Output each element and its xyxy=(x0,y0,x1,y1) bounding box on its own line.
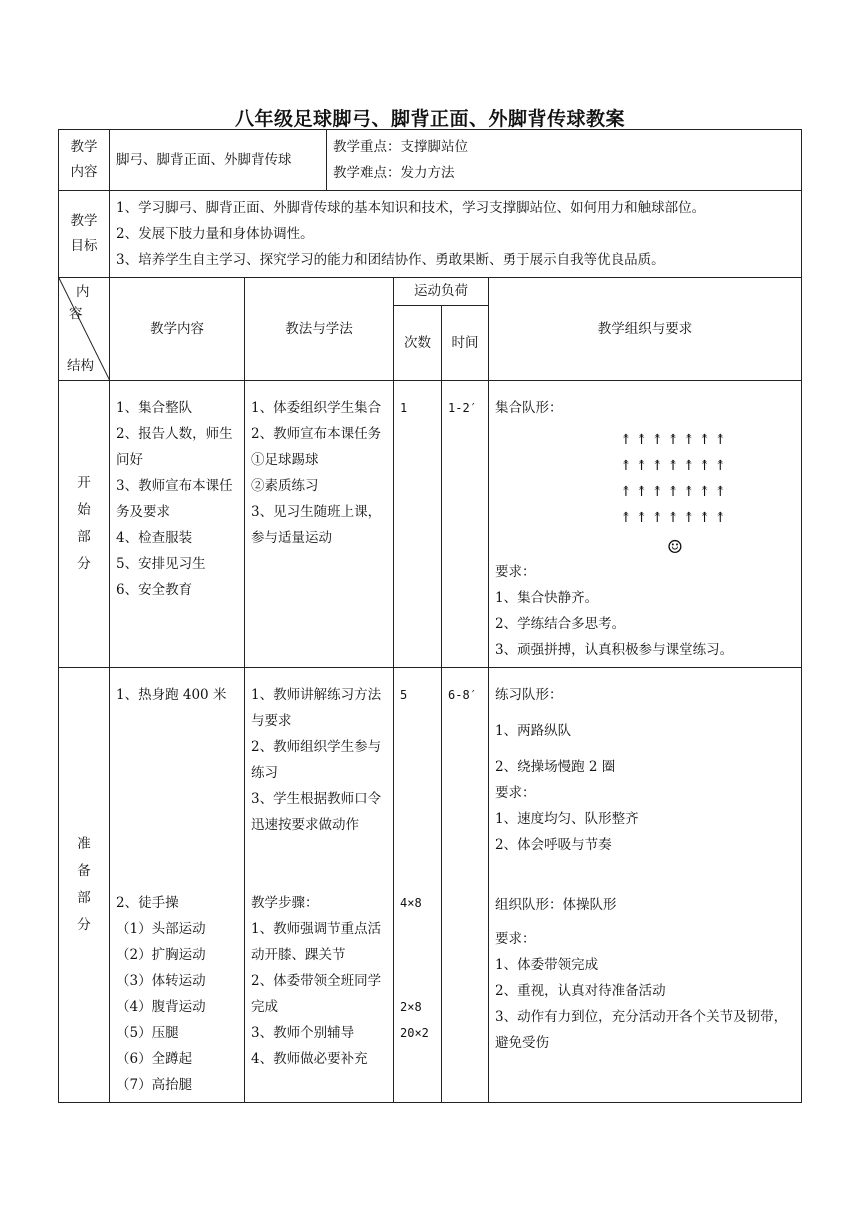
prep-time: 6-8′ xyxy=(442,668,489,1103)
list-item: （7）高抬腿 xyxy=(116,1077,193,1093)
student-row: ↟↟↟↟↟↟↟ xyxy=(619,484,731,500)
list-item: （1）头部运动 xyxy=(116,921,206,937)
requirement-item: 1、速度均匀、队形整齐 xyxy=(495,811,639,827)
prep-organization xyxy=(489,668,802,1103)
difficulty: 教学难点：发力方法 xyxy=(333,165,455,181)
assembly-formation xyxy=(495,427,795,531)
student-row: ↟↟↟↟↟↟↟ xyxy=(619,432,731,448)
list-item: 5、安排见习生 xyxy=(116,556,206,572)
list-item: 3、学生根据教师口令迅速按要求做动作 xyxy=(251,791,382,833)
list-item: 4、检查服装 xyxy=(116,530,193,546)
list-item: 2、绕操场慢跑 2 圈 xyxy=(495,759,616,775)
diag-label-top: 内 xyxy=(76,284,90,300)
list-item: 2、体委带领全班同学完成 xyxy=(251,973,382,1015)
list-item: 6、安全教育 xyxy=(116,582,193,598)
list-item: 4、教师做必要补充 xyxy=(251,1051,368,1067)
start-time: 1-2′ xyxy=(442,381,489,668)
requirement-item: 2、学练结合多思考。 xyxy=(495,616,626,632)
list-item: 1、教师强调节重点活动开膝、踝关节 xyxy=(251,921,382,963)
prep-content xyxy=(110,668,245,1103)
list-item: 2、报告人数，师生问好 xyxy=(116,426,233,468)
list-item: 3、教师个别辅导 xyxy=(251,1025,355,1041)
list-item: 2、教师组织学生参与练习 xyxy=(251,739,382,781)
teacher-icon: ☺ xyxy=(666,537,684,558)
header-content: 教学内容 xyxy=(110,278,245,381)
start-content xyxy=(110,381,245,668)
list-item: 2、徒手操 xyxy=(116,895,179,911)
list-item: ②素质练习 xyxy=(251,478,319,494)
org-title: 组织队形：体操队形 xyxy=(495,897,617,913)
list-item: 2、教师宣布本课任务 xyxy=(251,426,382,442)
section-prep-label: 准 备 部 分 xyxy=(59,668,110,1103)
list-item: 1、两路纵队 xyxy=(495,723,572,739)
requirement-item: 2、体会呼吸与节奏 xyxy=(495,837,612,853)
diagonal-header-cell xyxy=(59,278,110,381)
list-item: 3、见习生随班上课，参与适量运动 xyxy=(251,504,382,546)
list-item: 3、教师宣布本课任务及要求 xyxy=(116,478,233,520)
diag-label-mid: 容 xyxy=(69,306,83,322)
requirements-title: 要求： xyxy=(495,931,536,947)
header-time: 时间 xyxy=(442,306,489,381)
label-teaching-content: 教学 内容 xyxy=(59,130,110,191)
section-prep-row xyxy=(59,668,802,1103)
key-point: 教学重点：支撑脚站位 xyxy=(333,139,468,155)
list-item: 1、集合整队 xyxy=(116,400,193,416)
prep-method xyxy=(245,668,394,1103)
requirements-title: 要求： xyxy=(495,564,536,580)
list-item: （3）体转运动 xyxy=(116,973,206,989)
list-item: ①足球踢球 xyxy=(251,452,319,468)
header-method: 教法与学法 xyxy=(245,278,394,381)
org-title: 集合队形： xyxy=(495,400,563,416)
teaching-goals-list xyxy=(110,191,802,278)
teaching-content-value: 脚弓、脚背正面、外脚背传球 xyxy=(110,130,327,191)
header-load: 运动负荷 xyxy=(394,278,489,306)
requirement-item: 3、顽强拼搏，认真积极参与课堂练习。 xyxy=(495,642,734,658)
table-header-row xyxy=(59,278,802,306)
section-start-label: 开 始 部 分 xyxy=(59,381,110,668)
requirement-item: 3、动作有力到位，充分活动开各个关节及韧带，避免受伤 xyxy=(495,1009,788,1051)
goal-item: 2、发展下肢力量和身体协调性。 xyxy=(116,226,314,242)
requirements-title: 要求： xyxy=(495,785,536,801)
header-count: 次数 xyxy=(394,306,442,381)
list-item: 1、体委组织学生集合 xyxy=(251,400,382,416)
section-start-row xyxy=(59,381,802,668)
method-steps-title: 教学步骤： xyxy=(251,895,319,911)
row-teaching-goals xyxy=(59,191,802,278)
list-item: （5）压腿 xyxy=(116,1025,179,1041)
prep-count: 5 4×8 2×8 20×2 xyxy=(394,668,442,1103)
list-item: （2）扩胸运动 xyxy=(116,947,206,963)
lesson-plan-table xyxy=(58,129,802,1103)
list-item: （4）腹背运动 xyxy=(116,999,206,1015)
diag-label-bottom: 结构 xyxy=(67,358,94,374)
goal-item: 1、学习脚弓、脚背正面、外脚背传球的基本知识和技术，学习支撑脚站位、如何用力和触球部位。 xyxy=(116,200,706,216)
header-org: 教学组织与要求 xyxy=(489,278,802,381)
list-item: 1、热身跑 400 米 xyxy=(116,687,227,703)
label-teaching-goals: 教学 目标 xyxy=(59,191,110,278)
start-organization xyxy=(489,381,802,668)
list-item: 1、教师讲解练习方法与要求 xyxy=(251,687,382,729)
start-count: 1 xyxy=(394,381,442,668)
requirement-item: 1、体委带领完成 xyxy=(495,957,599,973)
requirement-item: 2、重视，认真对待准备活动 xyxy=(495,983,666,999)
start-method xyxy=(245,381,394,668)
org-title: 练习队形： xyxy=(495,687,563,703)
goal-item: 3、培养学生自主学习、探究学习的能力和团结协作、勇敢果断、勇于展示自我等优良品质。 xyxy=(116,252,665,268)
student-row: ↟↟↟↟↟↟↟ xyxy=(619,458,731,474)
key-points-cell xyxy=(327,130,802,191)
list-item: （6）全蹲起 xyxy=(116,1051,193,1067)
document-title: 八年级足球脚弓、脚背正面、外脚背传球教案 xyxy=(234,108,625,130)
student-row: ↟↟↟↟↟↟↟ xyxy=(619,510,731,526)
requirement-item: 1、集合快静齐。 xyxy=(495,590,599,606)
row-teaching-content xyxy=(59,130,802,191)
